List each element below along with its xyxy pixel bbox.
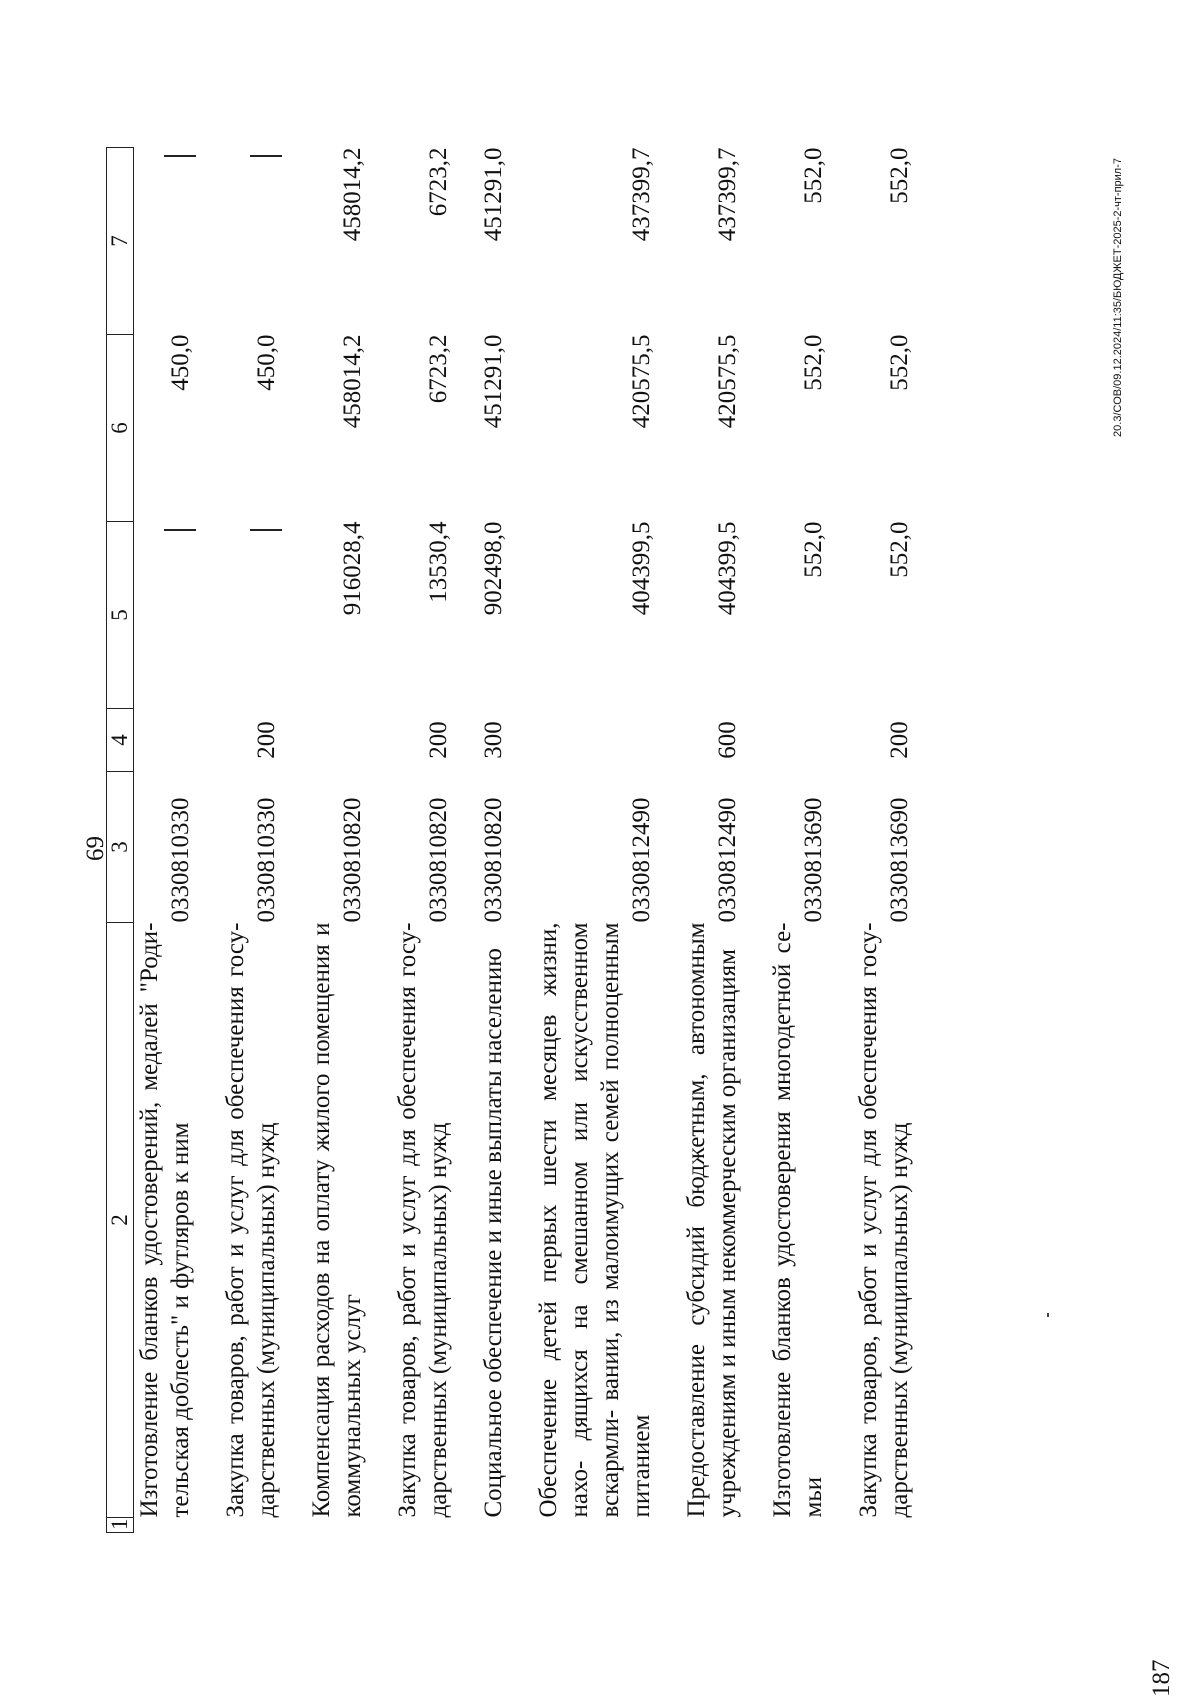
amount-col-7: 437399,7 xyxy=(714,147,741,242)
amount-col-6: 458014,2 xyxy=(339,334,366,429)
target-code: 0330812490 xyxy=(714,797,741,923)
table-container xyxy=(106,148,933,1533)
column-number: 1 xyxy=(107,1518,134,1533)
amount-col-7: 6723,2 xyxy=(425,147,452,217)
target-code: 0330813690 xyxy=(800,797,827,923)
amount-col-7 xyxy=(134,148,215,335)
column-number-header-row xyxy=(107,148,134,1533)
table-row xyxy=(472,148,527,1533)
empty-cell xyxy=(675,1518,761,1533)
amount-col-6: 552,0 xyxy=(886,334,913,391)
amount-col-5: 13530,4 xyxy=(425,521,452,603)
row-description: Компенсация расходов на оплату жилого помещения и коммунальных услуг xyxy=(308,922,366,1518)
empty-cell xyxy=(527,1518,675,1533)
column-number: 7 xyxy=(107,148,134,335)
expense-type: 300 xyxy=(480,721,507,759)
table-row xyxy=(527,148,675,1533)
target-code: 0330810820 xyxy=(480,797,507,923)
column-number: 4 xyxy=(107,709,134,772)
empty-cell xyxy=(134,1518,215,1533)
expense-type: 200 xyxy=(253,721,280,759)
column-number: 2 xyxy=(107,923,134,1518)
budget-table xyxy=(106,147,933,1533)
page-number-top: 69 xyxy=(82,836,109,861)
column-number: 5 xyxy=(107,522,134,709)
row-description: Изготовление бланков удостоверений, медалей "Роди- тельская доблесть" и футляров к ним xyxy=(136,922,194,1518)
amount-col-7: 437399,7 xyxy=(628,147,655,242)
document-code: 20.3/СОВ/09.12.2024/11:35/БЮДЖЕТ-2025-2-чт-прил-7 xyxy=(1112,158,1124,437)
row-description: Закупка товаров, работ и услуг для обеспечения госу- дарственных (муниципальных) нужд xyxy=(394,922,452,1518)
row-description: Социальное обеспечение и иные выплаты населению xyxy=(480,948,507,1518)
dash-mark xyxy=(164,156,196,158)
row-description: Закупка товаров, работ и услуг для обеспечения госу- дарственных (муниципальных) нужд xyxy=(222,922,280,1518)
amount-col-5: 552,0 xyxy=(886,521,913,578)
expense-type: 200 xyxy=(886,721,913,759)
column-number: 3 xyxy=(107,772,134,923)
amount-col-7: 552,0 xyxy=(800,147,827,204)
table-row xyxy=(134,148,215,1533)
amount-col-5: 404399,5 xyxy=(628,521,655,616)
table-row xyxy=(675,148,761,1533)
empty-cell xyxy=(214,1518,300,1533)
amount-col-6: 420575,5 xyxy=(628,334,655,429)
amount-col-7: 451291,0 xyxy=(480,147,507,242)
dash-mark xyxy=(164,530,196,532)
dash-mark xyxy=(250,530,282,532)
amount-col-6: 420575,5 xyxy=(714,334,741,429)
table-row xyxy=(847,148,933,1533)
amount-col-6: 6723,2 xyxy=(425,334,452,404)
empty-cell xyxy=(847,1518,933,1533)
expense-type: 200 xyxy=(425,721,452,759)
target-code: 0330810820 xyxy=(339,797,366,923)
page-number-bottom: 187 xyxy=(1148,1659,1175,1697)
target-code: 0330810330 xyxy=(167,797,194,923)
amount-col-5: 404399,5 xyxy=(714,521,741,616)
target-code: 0330810820 xyxy=(425,797,452,923)
amount-col-6: 450,0 xyxy=(253,334,280,391)
amount-col-5 xyxy=(134,522,215,709)
row-description: Изготовление бланков удостоверения многодетной се- мьи xyxy=(769,922,827,1518)
empty-cell xyxy=(386,1518,472,1533)
amount-col-7 xyxy=(214,148,300,335)
table-row xyxy=(300,148,386,1533)
table-row xyxy=(214,148,300,1533)
dash-mark xyxy=(250,156,282,158)
row-description: Обеспечение детей первых шести месяцев жизни, нахо- дящихся на смешанном или искусственном вскармли- вании, из малоимущих семей полноценным питанием xyxy=(535,922,655,1518)
amount-col-7: 552,0 xyxy=(886,147,913,204)
amount-col-5: 916028,4 xyxy=(339,521,366,616)
table-row xyxy=(386,148,472,1533)
empty-cell xyxy=(761,1518,847,1533)
amount-col-6: 552,0 xyxy=(800,334,827,391)
row-description: Закупка товаров, работ и услуг для обеспечения госу- дарственных (муниципальных) нужд xyxy=(855,922,913,1518)
target-code: 0330813690 xyxy=(886,797,913,923)
amount-col-5: 902498,0 xyxy=(480,521,507,616)
empty-cell xyxy=(300,1518,386,1533)
column-number: 6 xyxy=(107,335,134,522)
scan-speck xyxy=(1047,1313,1049,1317)
amount-col-7: 458014,2 xyxy=(339,147,366,242)
expense-type xyxy=(134,709,215,772)
target-code: 0330810330 xyxy=(253,797,280,923)
row-description: Предоставление субсидий бюджетным, автономным учреждениям и иным некоммерческим организациям xyxy=(683,922,741,1518)
amount-col-5 xyxy=(214,522,300,709)
expense-type xyxy=(300,709,386,772)
target-code: 0330812490 xyxy=(628,797,655,923)
expense-type: 600 xyxy=(714,721,741,759)
amount-col-6: 451291,0 xyxy=(480,334,507,429)
amount-col-5: 552,0 xyxy=(800,521,827,578)
amount-col-6: 450,0 xyxy=(167,334,194,391)
expense-type xyxy=(527,709,675,772)
expense-type xyxy=(761,709,847,772)
table-row xyxy=(761,148,847,1533)
empty-cell xyxy=(472,1518,527,1533)
